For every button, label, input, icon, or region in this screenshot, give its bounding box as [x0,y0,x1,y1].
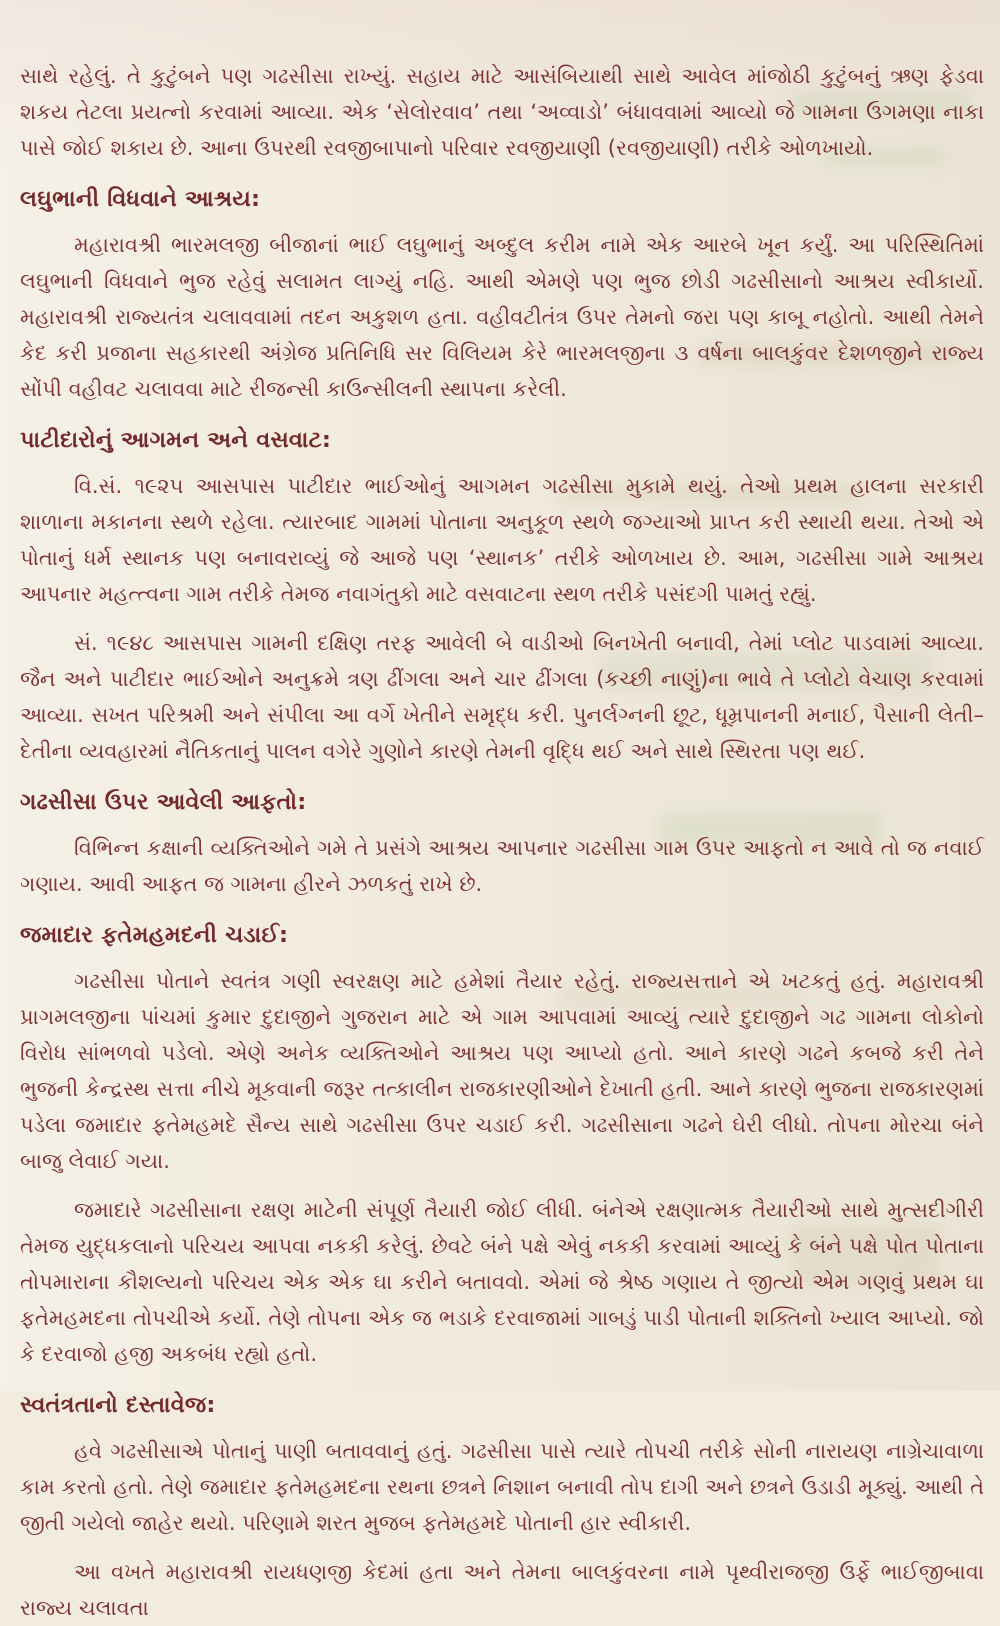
paragraph: વિ.સં. ૧૯૨૫ આસપાસ પાટીદાર ભાઈઓનું આગમન ગઢસીસા મુકામે થયું. તેઓ પ્રથમ હાલના સરકારી શાળાના મકાનના સ્થળે રહેલા. ત્યારબાદ ગામમાં પોતાના અનુકૂળ સ્થળે જગ્યાઓ પ્રાપ્ત કરી સ્થાયી થયા. તેઓ એ પોતાનું ધર્મ સ્થાનક પણ બનાવરાવ્યું જે આજે પણ ‘સ્થાનક’ તરીકે ઓળખાય છે. આમ, ગઢસીસા ગામે આશ્રય આપનાર મહત્ત્વના ગામ તરીકે તેમજ નવાગંતુકો માટે વસવાટના સ્થળ તરીકે પસંદગી પામતું રહ્યું. [20,474,984,606]
paragraph: સં. ૧૯૪૮ આસપાસ ગામની દક્ષિણ તરફ આવેલી બે વાડીઓ બિનખેતી બનાવી, તેમાં પ્લોટ પાડવામાં આવ્યા. જૈન અને પાટીદાર ભાઈઓને અનુક્રમે ત્રણ ઢીંગલા અને ચાર ઢીંગલા (કચ્છી નાણું)ના ભાવે તે પ્લોટો વેચાણ કરવામાં આવ્યા. સખત પરિશ્રમી અને સંપીલા આ વર્ગે ખેતીને સમૃદ્ધ કરી. પુનર્લગ્નની છૂટ, ધૂમ્રપાનની મનાઈ, પૈસાની લેતી–દેતીના વ્યવહારમાં નૈતિકતાનું પાલન વગેરે ગુણોને કારણે તેમની વૃદ્ધિ થઈ અને સાથે સ્થિરતા પણ થઈ. [20,631,984,763]
paragraph: ગઢસીસા પોતાને સ્વતંત્ર ગણી સ્વરક્ષણ માટે હમેશાં તૈયાર રહેતું. રાજ્યસત્તાને એ ખટકતું હતું. મહારાવશ્રી પ્રાગમલજીના પાંચમાં કુમાર દુદાજીને ગુજરાન માટે એ ગામ આપવામાં આવ્યું ત્યારે દુદાજીને ગઢ ગામના લોકોનો વિરોધ સાંભળવો પડેલો. એણે અનેક વ્યક્તિઓને આશ્રય પણ આપ્યો હતો. આને કારણે ગઢને કબજે કરી તેને ભુજની કેન્દ્રસ્થ સત્તા નીચે મૂકવાની જરૂર તત્કાલીન રાજકારણીઓને દેખાતી હતી. આને કારણે ભુજના રાજકારણમાં પડેલા જમાદાર ફતેમહમદે સૈન્ય સાથે ગઢસીસા ઉપર ચડાઈ કરી. ગઢસીસાના ગઢને ઘેરી લીધો. તોપના મોરચા બંને બાજુ લેવાઈ ગયા. [20,969,984,1173]
paragraph: આ વખતે મહારાવશ્રી રાયધણજી કેદમાં હતા અને તેમના બાલકુંવરના નામે પૃથ્વીરાજજી ઉર્ફે ભાઈજીબાવા રાજ્ય ચલાવતા [20,1560,984,1620]
section-heading-widow-shelter: લઘુભાની વિધવાને આશ્રય: [20,186,261,212]
section-heading-fatehmahmad-invasion: જમાદાર ફતેમહમદની ચડાઈ: [20,922,289,948]
section-heading-independence-document: સ્વતંત્રતાનો દસ્તાવેજ: [20,1392,216,1418]
paragraph: મહારાવશ્રી ભારમલજી બીજાનાં ભાઈ લઘુભાનું અબ્દુલ કરીમ નામે એક આરબે ખૂન કર્યું. આ પરિસ્થિતિમાં લઘુભાની વિધવાને ભુજ રહેવું સલામત લાગ્યું નહિ. આથી એમણે પણ ભુજ છોડી ગઢસીસાનો આશ્રય સ્વીકાર્યો. મહારાવશ્રી રાજ્યતંત્ર ચલાવવામાં તદન અકુશળ હતા. વહીવટીતંત્ર ઉપર તેમનો જરા પણ કાબૂ નહોતો. આથી તેમને કેદ કરી પ્રજાના સહકારથી અંગ્રેજ પ્રતિનિધિ સર વિલિયમ કેરે ભારમલજીના ૩ વર્ષના બાલકુંવર દેશળજીને રાજ્ય સોંપી વહીવટ ચલાવવા માટે રીજન્સી કાઉન્સીલની સ્થાપના કરેલી. [20,233,984,401]
section-heading-calamities: ગઢસીસા ઉપર આવેલી આફતો: [20,789,307,815]
paragraph: વિભિન્ન કક્ષાની વ્યક્તિઓને ગમે તે પ્રસંગે આશ્રય આપનાર ગઢસીસા ગામ ઉપર આફતો ન આવે તો જ નવાઈ ગણાય. આવી આફત જ ગામના હીરને ઝળકતું રાખે છે. [20,836,984,896]
paragraph: હવે ગઢસીસાએ પોતાનું પાણી બતાવવાનું હતું. ગઢસીસા પાસે ત્યારે તોપચી તરીકે સોની નારાયણ નાગ્રેચાવાળા કામ કરતો હતો. તેણે જમાદાર ફતેમહમદના રથના છત્રને નિશાન બનાવી તોપ દાગી અને છત્રને ઉડાડી મૂક્યું. આથી તે જીતી ગયેલો જાહેર થયો. પરિણામે શરત મુજબ ફતેમહમદે પોતાની હાર સ્વીકારી. [20,1439,984,1535]
paragraph: જમાદારે ગઢસીસાના રક્ષણ માટેની સંપૂર્ણ તૈયારી જોઈ લીધી. બંનેએ રક્ષણાત્મક તૈયારીઓ સાથે મુત્સદીગીરી તેમજ યુદ્ધકલાનો પરિચય આપવા નકકી કરેલું. છેવટે બંને પક્ષે એવું નકકી કરવામાં આવ્યું કે બંને પક્ષે પોત પોતાના તોપમારાના કૌશલ્યનો પરિચય એક એક ઘા કરીને બતાવવો. એમાં જે શ્રેષ્ઠ ગણાય તે જીત્યો એમ ગણવું પ્રથમ ઘા ફતેમહમદના તોપચીએ કર્યો. તેણે તોપના એક જ ભડાકે દરવાજામાં ગાબડું પાડી પોતાની શક્તિનો ખ્યાલ આપ્યો. જો કે દરવાજો હજી અકબંધ રહ્યો હતો. [20,1198,984,1366]
section-heading-patidar-arrival: પાટીદારોનું આગમન અને વસવાટ: [20,427,332,453]
paragraph-continuation: સાથે રહેલું. તે કુટુંબને પણ ગઢસીસા રાખ્યું. સહાય માટે આસંબિયાથી સાથે આવેલ માંજોઠી કુટુંબનું ઋણ ફેડવા શકય તેટલા પ્રયત્નો કરવામાં આવ્યા. એક ‘સેલોરવાવ’ તથા ‘અવ્વાડો’ બંધાવવામાં આવ્યો જે ગામના ઉગમણા નાકા પાસે જોઈ શકાય છે. આના ઉપરથી રવજીબાપાનો પરિવાર રવજીયાણી (રવજીયાણી) તરીકે ઓળખાયો. [20,64,984,160]
